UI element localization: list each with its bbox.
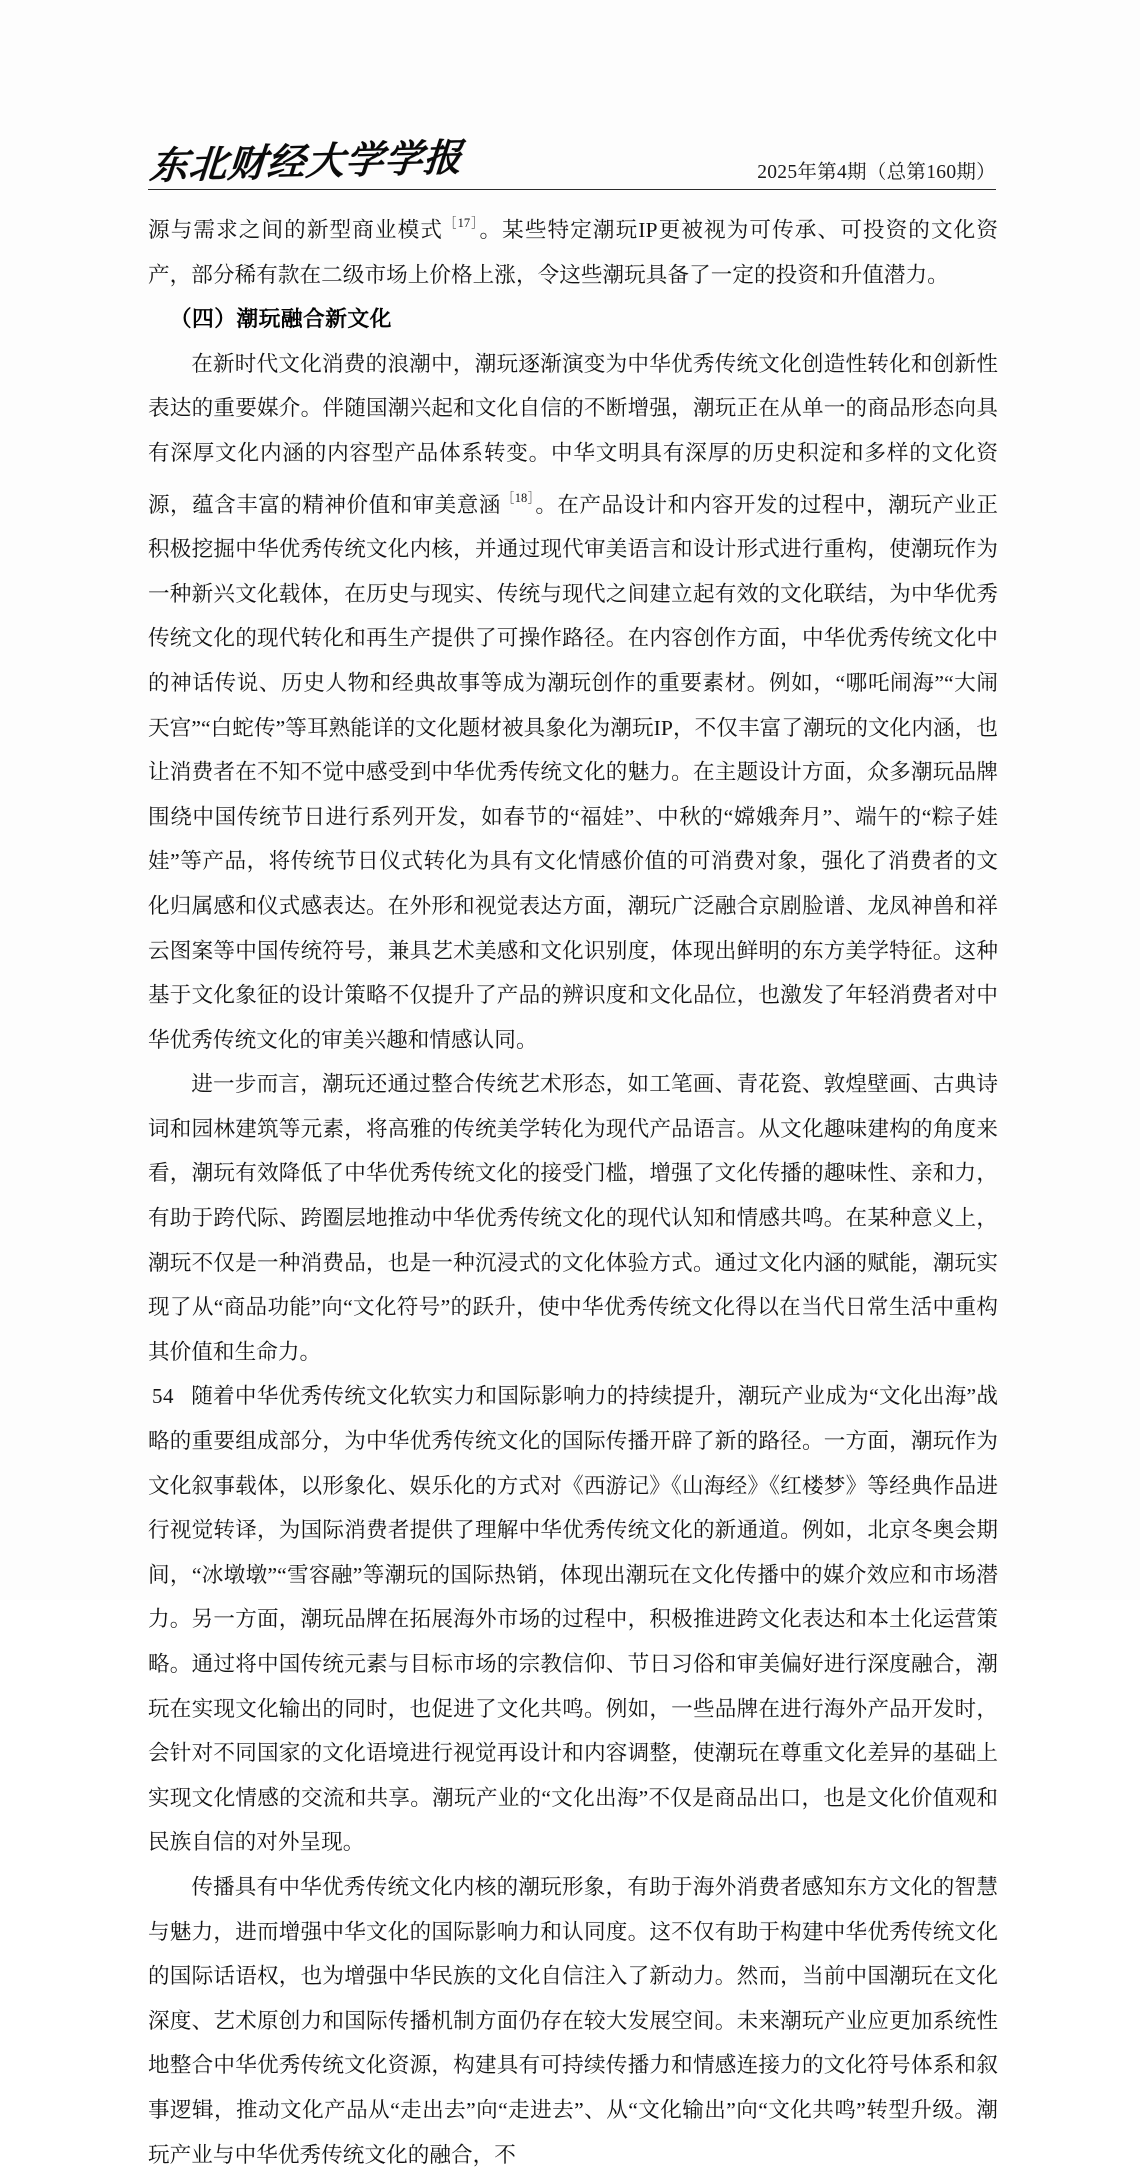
footnote-ref-17: ［17］ bbox=[444, 216, 479, 230]
issue-info: 2025年第4期（总第160期） bbox=[757, 161, 996, 183]
paragraph-continuation bbox=[148, 201, 998, 297]
header-divider bbox=[148, 189, 996, 190]
article-body bbox=[148, 201, 998, 2177]
running-head bbox=[148, 132, 996, 188]
paragraph-4: 随着中华优秀传统文化软实力和国际影响力的持续提升，潮玩产业成为“文化出海”战略的重要组成部分，为中华优秀传统文化的国际传播开辟了新的路径。一方面，潮玩作为文化叙事载体，以形象化、娱乐化的方式对《西游记》《山海经》《红楼梦》等经典作品进行视觉转译，为国际消费者提供了理解中华优秀传统文化的新通道。例如，北京冬奥会期间，“冰墩墩”“雪容融”等潮玩的国际热销，体现出潮玩在文化传播中的媒介效应和市场潜力。另一方面，潮玩品牌在拓展海外市场的过程中，积极推进跨文化表达和本土化运营策略。通过将中国传统元素与目标市场的宗教信仰、节日习俗和审美偏好进行深度融合，潮玩在实现文化输出的同时，也促进了文化共鸣。例如，一些品牌在进行海外产品开发时，会针对不同国家的文化语境进行视觉再设计和内容调整，使潮玩在尊重文化差异的基础上实现文化情感的交流和共享。潮玩产业的“文化出海”不仅是商品出口，也是文化价值观和民族自信的对外呈现。 bbox=[148, 1384, 998, 1855]
paragraph-2-text-b: 。在产品设计和内容开发的过程中，潮玩产业正积极挖掘中华优秀传统文化内核，并通过现代审美语言和设计形式进行重构，使潮玩作为一种新兴文化载体，在历史与现实、传统与现代之间建立起有效的文化联结，为中华优秀传统文化的现代转化和再生产提供了可操作路径。在内容创作方面，中华优秀传统文化中的神话传说、历史人物和经典故事等成为潮玩创作的重要素材。例如，“哪吒闹海”“大闹天宫”“白蛇传”等耳熟能详的文化题材被具象化为潮玩IP，不仅丰富了潮玩的文化内涵，也让消费者在不知不觉中感受到中华优秀传统文化的魅力。在主题设计方面，众多潮玩品牌围绕中国传统节日进行系列开发，如春节的“福娃”、中秋的“嫦娥奔月”、端午的“粽子娃娃”等产品，将传统节日仪式转化为具有文化情感价值的可消费对象，强化了消费者的文化归属感和仪式感表达。在外形和视觉表达方面，潮玩广泛融合京剧脸谱、龙凤神兽和祥云图案等中国传统符号，兼具艺术美感和文化识别度，体现出鲜明的东方美学特征。这种基于文化象征的设计策略不仅提升了产品的辨识度和文化品位，也激发了年轻消费者对中华优秀传统文化的审美兴趣和情感认同。 bbox=[148, 492, 998, 1052]
paragraph-3: 进一步而言，潮玩还通过整合传统艺术形态，如工笔画、青花瓷、敦煌壁画、古典诗词和园林建筑等元素，将高雅的传统美学转化为现代产品语言。从文化趣味建构的角度来看，潮玩有效降低了中华优秀传统文化的接受门槛，增强了文化传播的趣味性、亲和力，有助于跨代际、跨圈层地推动中华优秀传统文化的现代认知和情感共鸣。在某种意义上，潮玩不仅是一种消费品，也是一种沉浸式的文化体验方式。通过文化内涵的赋能，潮玩实现了从“商品功能”向“文化符号”的跃升，使中华优秀传统文化得以在当代日常生活中重构其价值和生命力。 bbox=[148, 1072, 998, 1364]
paragraph-5: 传播具有中华优秀传统文化内核的潮玩形象，有助于海外消费者感知东方文化的智慧与魅力，进而增强中华文化的国际影响力和认同度。这不仅有助于构建中华优秀传统文化的国际话语权，也为增强中华民族的文化自信注入了新动力。然而，当前中国潮玩在文化深度、艺术原创力和国际传播机制方面仍存在较大发展空间。未来潮玩产业应更加系统性地整合中华优秀传统文化资源，构建具有可持续传播力和情感连接力的文化符号体系和叙事逻辑，推动文化产品从“走出去”向“走进去”、从“文化输出”向“文化共鸣”转型升级。潮玩产业与中华优秀传统文化的融合，不 bbox=[148, 1874, 998, 2167]
section-heading-four: （四）潮玩融合新文化 bbox=[169, 307, 392, 332]
journal-masthead: 东北财经大学学报 bbox=[148, 137, 465, 188]
paragraph-continuation-text-a: 源与需求之间的新型商业模式 bbox=[148, 218, 444, 242]
page-number: 54 bbox=[152, 1384, 174, 1408]
footnote-ref-18: ［18］ bbox=[501, 490, 535, 505]
paragraph-2 bbox=[148, 342, 998, 1063]
paragraph-2-text-a: 在新时代文化消费的浪潮中，潮玩逐渐演变为中华优秀传统文化创造性转化和创新性表达的重要媒介。伴随国潮兴起和文化自信的不断增强，潮玩正在从单一的商品形态向具有深厚文化内涵的内容型产品体系转变。中华文明具有深厚的历史积淀和多样的文化资源，蕴含丰富的精神价值和审美意涵 bbox=[148, 351, 998, 517]
paragraph-continuation-text-b: 。某些特定潮玩IP更被视为可传承、可投资的文化资产，部分稀有款在二级市场上价格上涨，令这些潮玩具备了一定的投资和升值潜力。 bbox=[148, 218, 998, 287]
